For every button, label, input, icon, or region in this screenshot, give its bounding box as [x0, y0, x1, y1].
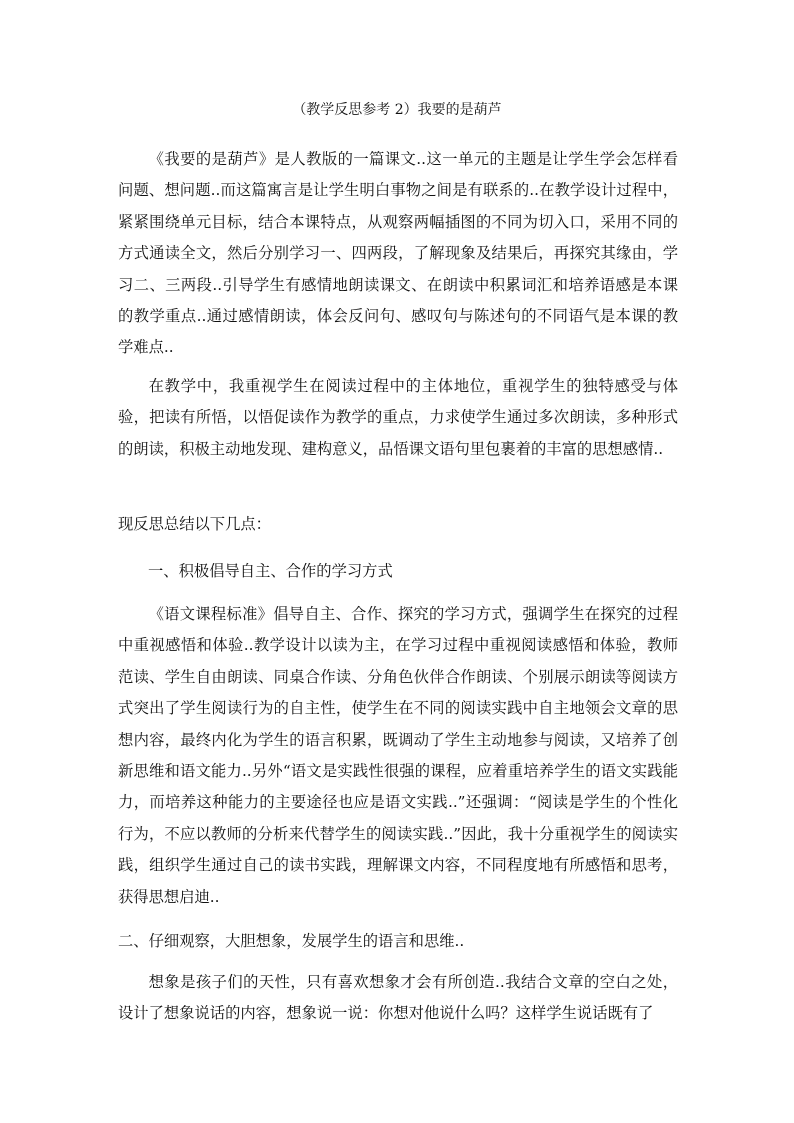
document-title: （教学反思参考 2）我要的是葫芦 — [292, 102, 502, 118]
paragraph-imagination: 想象是孩子们的天性，只有喜欢想象才会有所创造..我结合文章的空白之处，设计了想象说话的内容，想象说一说：你想对他说什么吗？这样学生说话既有了 — [118, 973, 678, 1023]
paragraph-curriculum-standard: 《语文课程标准》倡导自主、合作、探究的学习方式，强调学生在探究的过程中重视感悟和体验..教学设计以读为主，在学习过程中重视阅读感悟和体验，教师范读、学生自由朗读、同桌合作读、分角色伙伴合作朗读、个别展示朗读等阅读方式突出了学生阅读行为的自主性，使学生在不同的阅读实践中自主地领会文章的思想内容，最终内化为学生的语言积累，既调动了学生主动地参与阅读，又培养了创新思维和语文能力..另外“语文是实践性很强的课程，应着重培养学生的语文实践能力，而培养这种能力的主要途径也应是语文实践..”还强调：“阅读是学生的个性化行为，不应以教师的分析来代替学生的阅读实践..”因此，我十分重视学生的阅读实践，组织学生通过自己的读书实践，理解课文内容，不同程度地有所感悟和思考，获得思想启迪.. — [118, 605, 678, 906]
section-heading-1: 一、积极倡导自主、合作的学习方式 — [148, 562, 393, 580]
paragraph-intro: 《我要的是葫芦》是人教版的一篇课文..这一单元的主题是让学生学会怎样看问题、想问题..而这篇寓言是让学生明白事物之间是有联系的..在教学设计过程中，紧紧围绕单元目标，结合本课特点，从观察两幅插图的不同为切入口，采用不同的方式通读全文，然后分别学习一、四两段，了解现象及结果后，再探究其缘由，学习二、三两段..引导学生有感情地朗读课文、在朗读中积累词汇和培养语感是本课的教学重点..通过感情朗读，体会反问句、感叹句与陈述句的不同语气是本课的教学难点.. — [118, 150, 678, 357]
paragraph-summary-lead: 现反思总结以下几点： — [118, 515, 271, 533]
paragraph-teaching-approach: 在教学中，我重视学生在阅读过程中的主体地位，重视学生的独特感受与体验，把读有所悟，以悟促读作为教学的重点，力求使学生通过多次朗读，多种形式的朗读，积极主动地发现、建构意义，品悟课文语句里包裹着的丰富的思想感情.. — [118, 377, 678, 458]
section-heading-2: 二、仔细观察，大胆想象，发展学生的语言和思维.. — [118, 932, 465, 950]
